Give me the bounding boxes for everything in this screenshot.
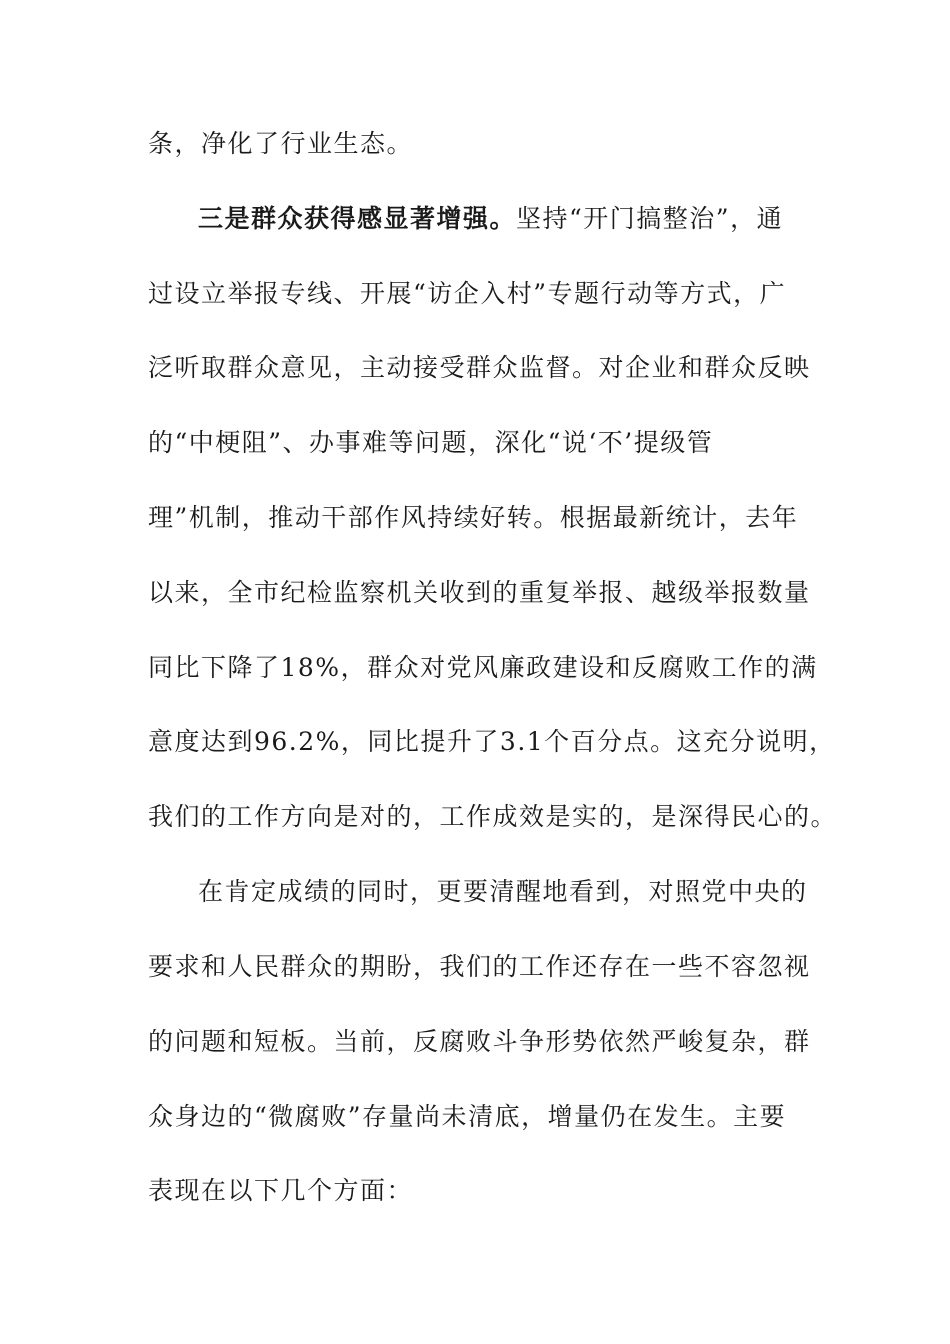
paragraph-line: 我们的工作方向是对的，工作成效是实的，是深得民心的。 <box>148 802 838 831</box>
paragraph-line: 理”机制，推动干部作风持续好转。根据最新统计，去年 <box>148 503 799 532</box>
paragraph-line: 过设立举报专线、开展“访企入村”专题行动等方式，广 <box>148 279 787 308</box>
paragraph-line: 的问题和短板。当前，反腐败斗争形势依然严峻复杂，群 <box>148 1027 811 1056</box>
paragraph-line <box>198 203 783 235</box>
paragraph-line: 众身边的“微腐败”存量尚未清底，增量仍在发生。主要 <box>148 1102 787 1131</box>
paragraph-line: 泛听取群众意见，主动接受群众监督。对企业和群众反映 <box>148 353 811 382</box>
paragraph-line: 以来，全市纪检监察机关收到的重复举报、越级举报数量 <box>148 578 811 607</box>
paragraph-line: 表现在以下几个方面： <box>148 1176 414 1205</box>
paragraph-line: 的“中梗阻”、办事难等问题，深化“说‘不’提级管 <box>148 428 714 457</box>
paragraph-text: 坚持“开门搞整治”，通 <box>516 204 784 233</box>
paragraph-line: 在肯定成绩的同时，更要清醒地看到，对照党中央的 <box>198 877 808 906</box>
paragraph-line: 条，净化了行业生态。 <box>148 129 414 158</box>
paragraph-heading: 三是群众获得感显著增强。 <box>198 204 517 233</box>
paragraph-line: 意度达到96.2%，同比提升了3.1个百分点。这充分说明， <box>148 727 836 756</box>
paragraph-line: 要求和人民群众的期盼，我们的工作还存在一些不容忽视 <box>148 952 811 981</box>
paragraph-line: 同比下降了18%，群众对党风廉政建设和反腐败工作的满 <box>148 653 818 682</box>
